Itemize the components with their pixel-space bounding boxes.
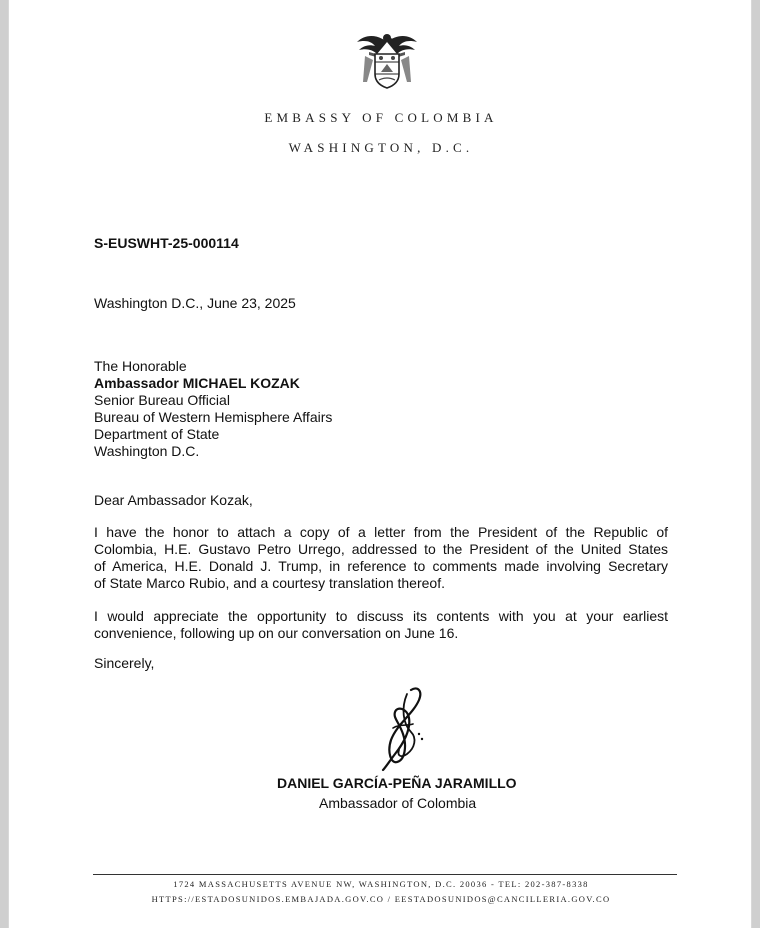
- recipient-honorific: The Honorable: [94, 358, 187, 374]
- recipient-address: [94, 358, 332, 460]
- signer-name: DANIEL GARCÍA-PEÑA JARAMILLO: [277, 775, 517, 791]
- paragraph-line: I would appreciate the opportunity to discuss its contents with you at your earliest: [94, 608, 668, 624]
- signer-title: Ambassador of Colombia: [319, 795, 477, 811]
- footer-divider: [93, 874, 677, 875]
- embassy-name: EMBASSY OF COLOMBIA: [264, 110, 498, 125]
- reference-number: S-EUSWHT-25-000114: [94, 235, 239, 251]
- recipient-title: Senior Bureau Official: [94, 392, 230, 408]
- recipient-bureau: Bureau of Western Hemisphere Affairs: [94, 409, 333, 425]
- footer-address: 1724 MASSACHUSETTS AVENUE NW, WASHINGTON, D.C. 20036 - TEL: 202-387-8338: [173, 879, 589, 889]
- colombia-coat-of-arms-icon: [355, 28, 419, 92]
- body-paragraph-1: [94, 524, 668, 592]
- letter-page: [8, 0, 752, 928]
- salutation: Dear Ambassador Kozak,: [94, 492, 253, 508]
- paragraph-line: of America, H.E. Donald J. Trump, in reference to comments made involving Secretary: [94, 558, 668, 574]
- embassy-city: WASHINGTON, D.C.: [288, 140, 474, 155]
- letter-date: Washington D.C., June 23, 2025: [94, 295, 296, 311]
- recipient-name: Ambassador MICHAEL KOZAK: [94, 375, 300, 391]
- recipient-department: Department of State: [94, 426, 220, 442]
- closing: Sincerely,: [94, 655, 155, 671]
- recipient-city: Washington D.C.: [94, 443, 200, 459]
- paragraph-line: convenience, following up on our conversation on June 16.: [94, 625, 459, 641]
- paragraph-line: I have the honor to attach a copy of a letter from the President of the Republic of: [94, 524, 668, 540]
- paragraph-line: Colombia, H.E. Gustavo Petro Urrego, addressed to the President of the United States: [94, 541, 668, 557]
- paragraph-line: of State Marco Rubio, and a courtesy translation thereof.: [94, 575, 445, 591]
- handwritten-signature-icon: [367, 684, 437, 774]
- body-paragraph-2: [94, 608, 668, 642]
- footer-web-email: HTTPS://ESTADOSUNIDOS.EMBAJADA.GOV.CO / EESTADOSUNIDOS@CANCILLERIA.GOV.CO: [151, 894, 611, 904]
